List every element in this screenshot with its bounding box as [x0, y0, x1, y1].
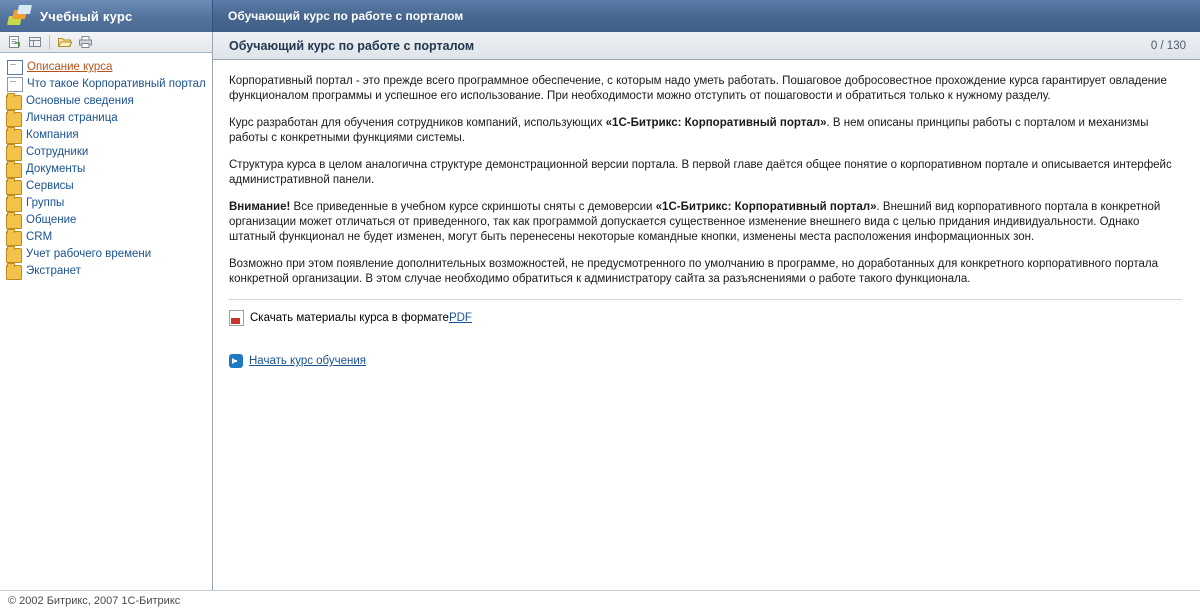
sidebar-item-4[interactable]: [6, 127, 212, 143]
product-name: «1С-Битрикс: Корпоративный портал»: [655, 201, 877, 213]
sidebar-item-8[interactable]: [6, 195, 212, 211]
arrow-right-icon: [229, 354, 243, 368]
page-header: [213, 32, 1200, 60]
progress-counter: 0 / 130: [1150, 39, 1186, 52]
sidebar-item-label[interactable]: Учет рабочего времени: [26, 248, 152, 260]
toolbar-separator: [49, 35, 50, 49]
sidebar-item-0[interactable]: [6, 59, 212, 75]
sidebar-item-label[interactable]: Основные сведения: [26, 95, 134, 107]
folder-icon: [6, 146, 22, 161]
folder-icon: [6, 214, 22, 229]
pdf-icon: [229, 310, 244, 326]
app-name: Учебный курс: [40, 8, 133, 24]
footer: [0, 590, 1200, 610]
paragraph-warning: [229, 200, 1182, 245]
sidebar-item-2[interactable]: [6, 93, 212, 109]
folder-icon: [6, 197, 22, 212]
warning-part1: Все приведенные в учебном курсе скриншоты сняты с демоверсии: [290, 201, 656, 213]
folder-icon: [6, 180, 22, 195]
body-wrapper: [0, 32, 1200, 590]
content-divider: [229, 299, 1182, 300]
copyright-text: © 2002 Битрикс, 2007 1С-Битрикс: [8, 594, 181, 607]
folder-icon: [6, 95, 22, 110]
sidebar-item-1[interactable]: [6, 76, 212, 92]
sidebar-item-10[interactable]: [6, 229, 212, 245]
print-icon[interactable]: [76, 34, 95, 51]
sidebar-item-label[interactable]: Что такое Корпоративный портал: [27, 78, 206, 90]
new-section-icon[interactable]: [25, 34, 44, 51]
start-course-row: [229, 354, 1182, 368]
sidebar-item-label[interactable]: Личная страница: [26, 112, 118, 124]
folder-icon: [6, 163, 22, 178]
sidebar-item-label[interactable]: Сервисы: [26, 180, 74, 192]
sidebar-item-label[interactable]: Экстранет: [26, 265, 81, 277]
sidebar-item-label[interactable]: Описание курса: [27, 61, 113, 73]
folder-icon: [6, 129, 22, 144]
open-folder-icon[interactable]: [55, 34, 74, 51]
sidebar-item-5[interactable]: [6, 144, 212, 160]
paragraph-structure: Структура курса в целом аналогична структуре демонстрационной версии портала. В первой главе даётся общее понятие о корпоративном портале и описывается интерфейс административной панели.: [229, 159, 1172, 186]
sidebar: [0, 32, 213, 590]
paragraph-intro: Корпоративный портал - это прежде всего программное обеспечение, с которым надо уметь работать. Пошаговое добросовестное прохождение курса гарантирует овладение функционалом программы и успешное его использование. При необходимости можно отступить от пошаговости и обратиться только к нужному разделу.: [229, 75, 1167, 102]
download-row: [229, 310, 1182, 326]
folder-icon: [6, 248, 22, 263]
sidebar-item-3[interactable]: [6, 110, 212, 126]
sidebar-item-6[interactable]: [6, 161, 212, 177]
download-pdf-link[interactable]: PDF: [448, 312, 472, 324]
course-content: [213, 60, 1200, 590]
top-bar-title: Обучающий курс по работе с порталом: [228, 9, 464, 23]
paragraph-audience-part1: Курс разработан для обучения сотрудников компаний, использующих: [229, 117, 606, 129]
download-text: Скачать материалы курса в формате: [250, 312, 449, 324]
sidebar-item-label[interactable]: Документы: [26, 163, 86, 175]
sidebar-toolbar: [0, 32, 212, 53]
paragraph-audience: [229, 116, 1182, 146]
sidebar-item-label[interactable]: CRM: [26, 231, 53, 243]
sidebar-item-9[interactable]: [6, 212, 212, 228]
sidebar-item-7[interactable]: [6, 178, 212, 194]
paragraph-extra: Возможно при этом появление дополнительных возможностей, не предусмотренного по умолчанию в программе, но доработанных для конкретного корпоративного портала конкретной организации. В этом случае необходимо обратиться к администратору сайта за разъяснениями о работе такого функционала.: [229, 258, 1158, 285]
bitrix-blocks-logo-icon: [8, 5, 32, 27]
doc-icon: [7, 60, 23, 75]
folder-icon: [6, 112, 22, 127]
product-name: «1С-Битрикс: Корпоративный портал»: [605, 117, 827, 129]
sidebar-item-label[interactable]: Группы: [26, 197, 65, 209]
sidebar-item-label[interactable]: Сотрудники: [26, 146, 89, 158]
main-panel: [213, 32, 1200, 590]
course-tree: [0, 53, 212, 590]
warning-part3: . Внешний вид корпоративного портала в конкретной организации может отличаться от приведенного, так как программой допускается существенное изменение внешнего вида с целью придания индивидуальности. Однако штатный функционал не будет изменен, могут быть перенесены некоторые командные кнопки, изменены места расположения информационных зон.: [229, 201, 1161, 243]
sidebar-item-12[interactable]: [6, 263, 212, 279]
sidebar-item-label[interactable]: Компания: [26, 129, 79, 141]
paragraph-audience-part3: . В нем описаны принципы работы с порталом и механизмы работы с конкретными функциями системы.: [229, 117, 1149, 144]
start-course-link[interactable]: Начать курс обучения: [249, 355, 367, 367]
sidebar-item-11[interactable]: [6, 246, 212, 262]
sidebar-item-label[interactable]: Общение: [26, 214, 77, 226]
folder-icon: [6, 265, 22, 280]
warning-label: Внимание!: [229, 201, 291, 213]
top-bar-brand: [0, 0, 213, 32]
doc-icon: [7, 77, 23, 92]
top-bar: [0, 0, 1200, 32]
folder-icon: [6, 231, 22, 246]
new-page-icon[interactable]: [4, 34, 23, 51]
page-title: Обучающий курс по работе с порталом: [229, 38, 475, 53]
